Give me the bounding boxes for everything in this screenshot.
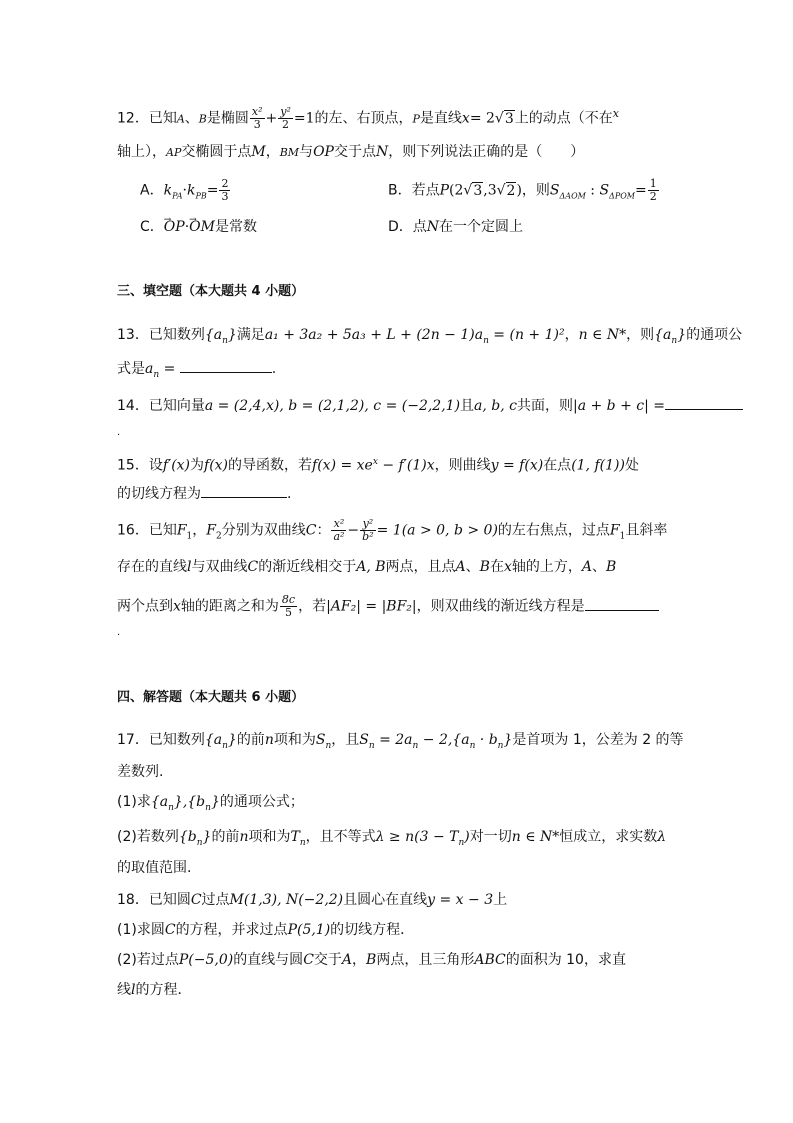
- q13-line-1: 13．已知数列$\{a_n\}$满足$a_1 + 3a_2 + 5a_3 + L + (2n - 1)a_n = (n + 1)^2$，n ∈ N*，则$\{a_n\}$的通项公: [117, 327, 743, 346]
- q12-option-c: C．→ OP·→ OM是常数: [140, 217, 257, 237]
- q16-line-1: 16．已知$F_1$，$F_2$分别为双曲线C： $\frac{\text{x²}}{\text{a²}}$ − $\frac{\text{y²}}{\text{b²}}$ = 1(a > 0, b > 0)的左右焦点，过点$F_1$且斜率: [117, 517, 668, 543]
- q17-line-1: 17．已知数列$\{a_n\}$的前n项和为$S_n$，且$S_n = 2a_n - 2,\{a_n \cdot b_n\}$是首项为 1，公差为 2 的等: [117, 732, 684, 751]
- q17-part-1: (1)求$\{a_n\},\{b_n\}$的通项公式；: [117, 794, 304, 813]
- section-3-heading: 三、填空题（本大题共 4 小题）: [117, 284, 305, 299]
- q16-answer-blank[interactable]: [585, 596, 659, 611]
- option-a-frac: $\frac{2}{3}$: [221, 177, 229, 203]
- q16-line-3: 两个点到x轴的距离之和为 $\frac{8c}{5}$ ，若|AF₂| = |BF₂|，则双曲线的渐近线方程是: [117, 594, 659, 619]
- section-4-heading: 四、解答题（本大题共 6 小题）: [117, 690, 305, 705]
- q14-line-1: 14．已知向量a = (2,4,x), b = (2,1,2), c = (−2,2,1)且a, b, c共面，则|a + b + c| =: [117, 395, 743, 416]
- hyperbola-frac-x: $\frac{\text{x²}}{\text{a²}}$: [333, 517, 345, 543]
- q12-option-d: D．点N在一个定圆上: [388, 219, 524, 235]
- hyperbola-frac-y: $\frac{\text{y²}}{\text{b²}}$: [362, 517, 374, 543]
- q17-part-2-line-2: 的取值范围.: [117, 860, 192, 876]
- q17-line-2: 差数列.: [117, 764, 164, 780]
- q13-line-2: 式是$a_n$ = .: [117, 358, 276, 385]
- q15-line-1: 15．设f′(x)为f(x)的导函数，若$f(x) = xe^x - f'(1)x$，则曲线y = f(x)在点(1, f(1))处: [117, 457, 639, 474]
- q14-answer-blank[interactable]: [665, 395, 743, 410]
- q12-line-1: 12．已知A、B是椭圆 $\frac{\text{x²}}{3}$ + $\frac{\text{y²}}{2}$ =1的左、右顶点，P是直线x= 2√3上的动点（不在$^x$: [117, 105, 619, 132]
- option-b-frac: $\frac{1}{2}$: [649, 177, 657, 203]
- q16-frac: $\frac{8c}{5}$: [281, 593, 296, 619]
- q17-part-2: (2)若数列$\{b_n\}$的前n项和为$T_n$，且不等式$\lambda \ge n(3 - T_n)$对一切n ∈ N*恒成立，求实数λ: [117, 829, 667, 848]
- ellipse-frac-x: $\frac{\text{x²}}{3}$: [251, 105, 263, 132]
- q18-part-1: (1)求圆C的方程，并求过点P(5,1)的切线方程．: [117, 922, 415, 938]
- q14-trailing-period: .: [117, 427, 121, 438]
- q16-trailing-period: .: [117, 627, 121, 638]
- q15-line-2: 的切线方程为 .: [117, 483, 291, 504]
- q12-option-a: A．$k_{PA}\cdot k_{PB}=$ $\frac{2}{3}$: [140, 177, 229, 203]
- q12-line-2: 轴上），AP交椭圆于点M，BM与OP交于点N，则下列说法正确的是（ ）: [117, 144, 585, 160]
- q18-part-2-line-2: 线l的方程．: [117, 982, 192, 998]
- q18-line-1: 18．已知圆C过点M(1,3), N(−2,2)且圆心在直线y = x − 3上: [117, 892, 508, 908]
- q12-option-b: B．若点P(2√3,3√2)，则$S_{\Delta AOM}$ : $S_{\Delta POM}=$ $\frac{1}{2}$: [388, 177, 657, 203]
- q16-line-2: 存在的直线l与双曲线C的渐近线相交于A, B两点，且点A、B在x轴的上方，A、B: [117, 559, 617, 575]
- ellipse-frac-y: $\frac{\text{y²}}{2}$: [280, 105, 291, 132]
- q18-part-2: (2)若过点P(−5,0)的直线与圆C交于A，B两点，且三角形ABC的面积为 10，求直: [117, 952, 626, 968]
- q13-answer-blank[interactable]: [180, 358, 272, 373]
- q15-answer-blank[interactable]: [201, 483, 287, 498]
